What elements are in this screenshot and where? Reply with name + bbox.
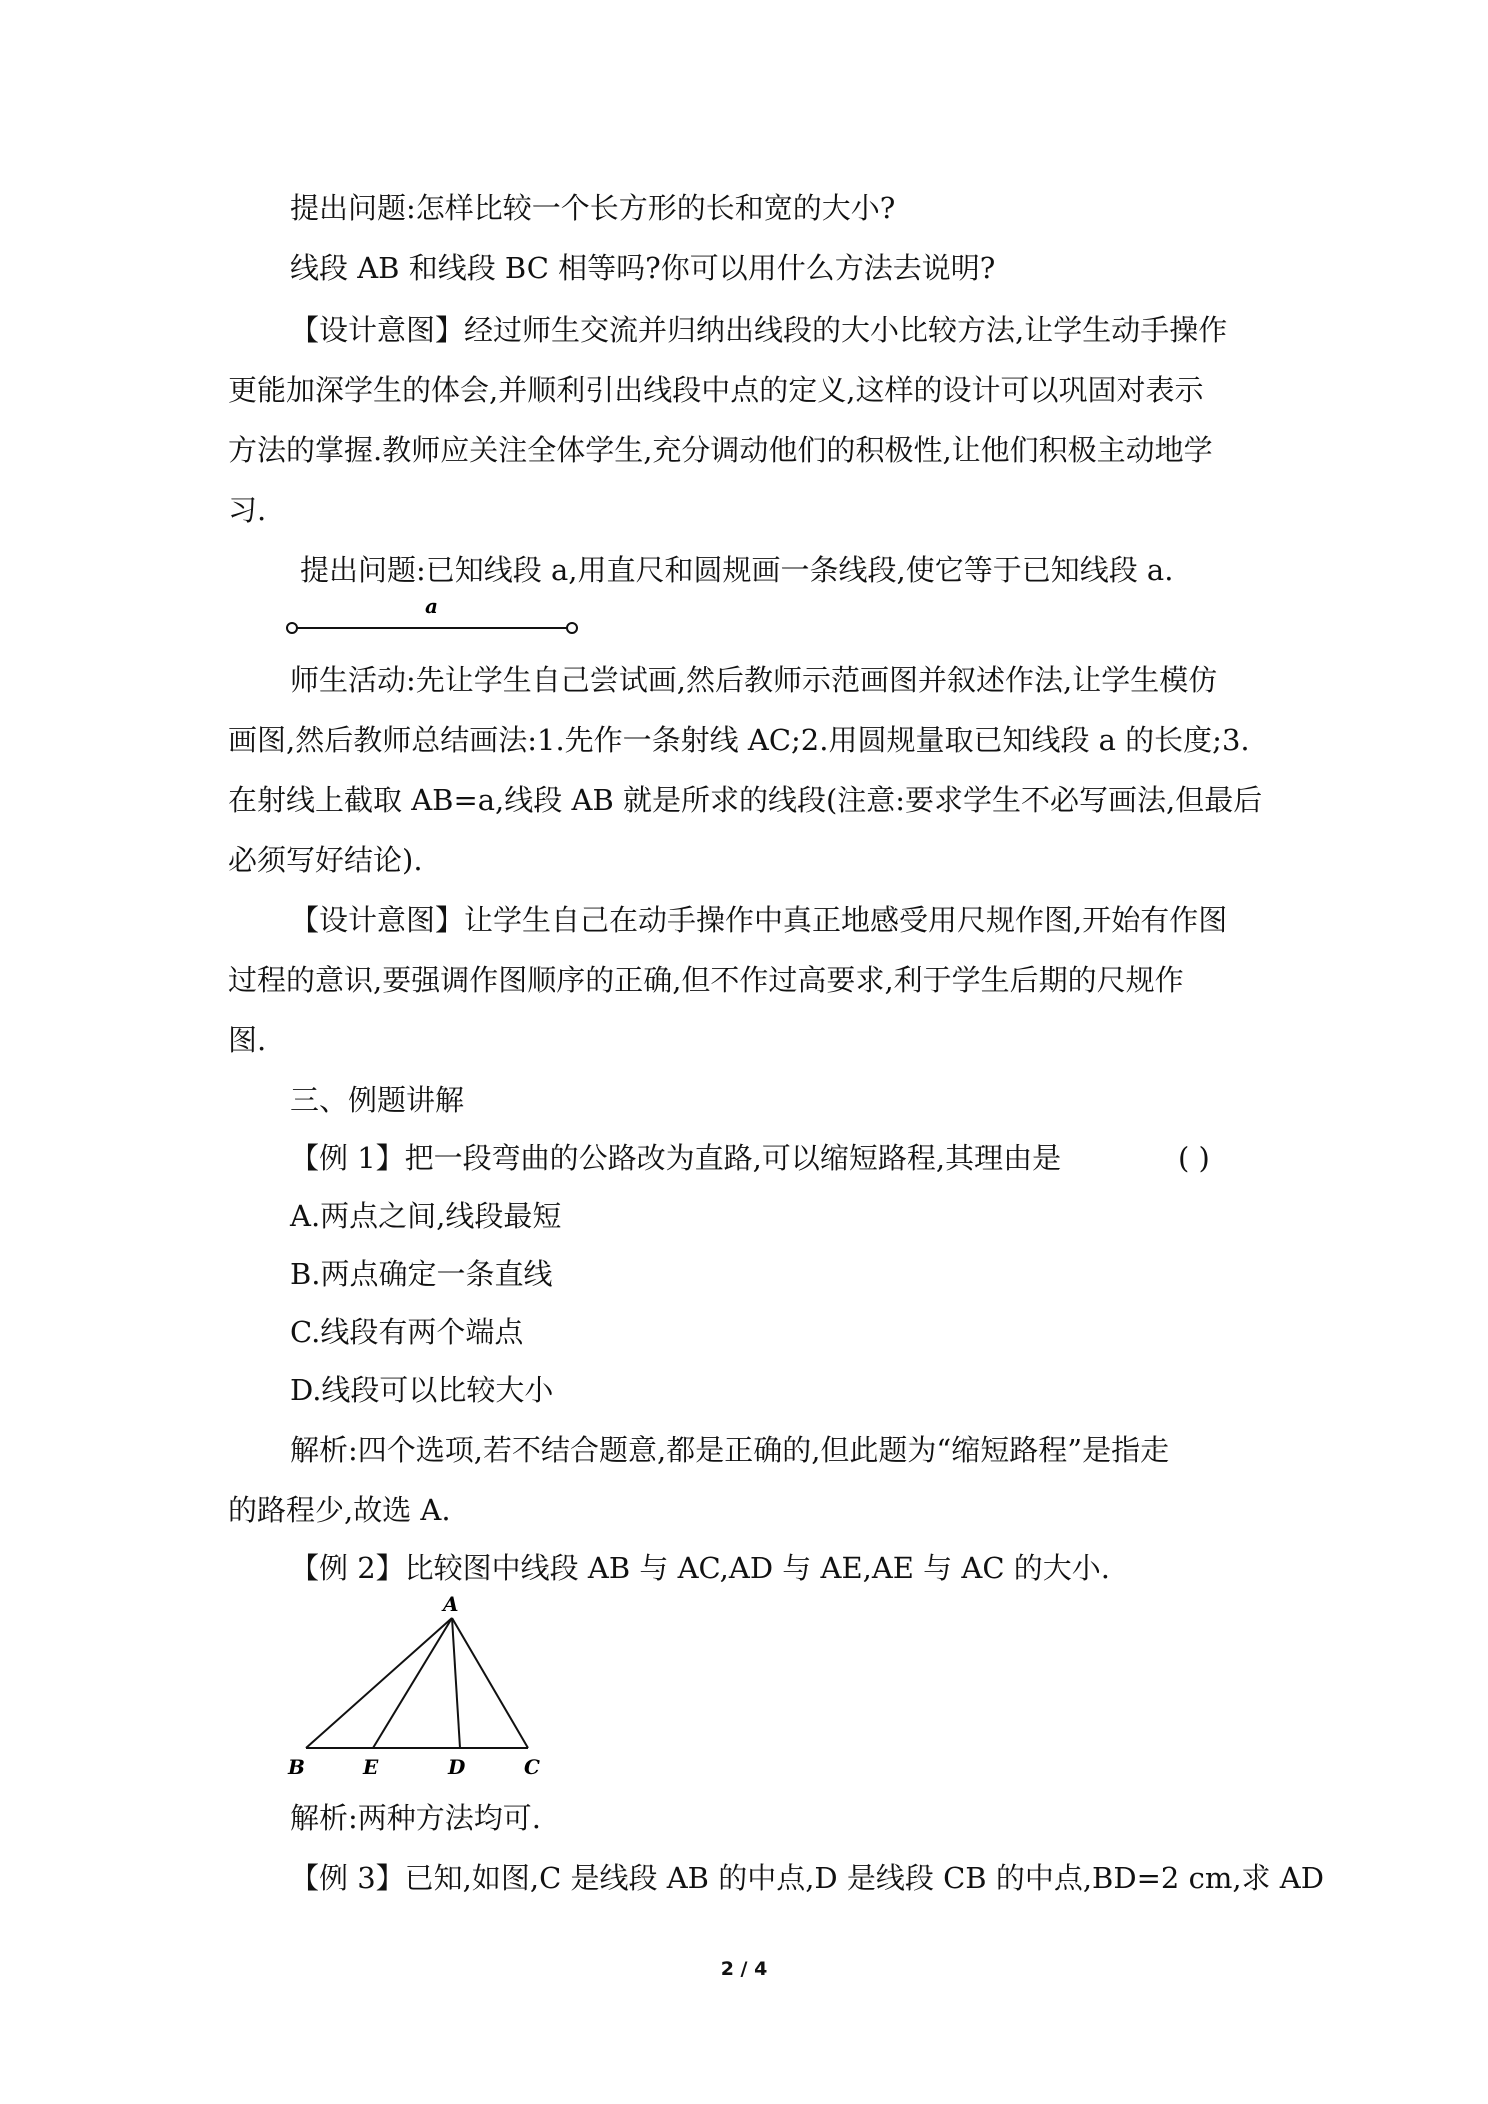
text-line: 【例 3】已知,如图,C 是线段 AB 的中点,D 是线段 CB 的中点,BD=2 cm,求 AD	[290, 1861, 1324, 1895]
text-line: 解析:两种方法均可.	[290, 1801, 541, 1835]
text-line: 方法的掌握.教师应关注全体学生,充分调动他们的积极性,让他们积极主动地学	[228, 433, 1213, 467]
text-line: 解析:四个选项,若不结合题意,都是正确的,但此题为“缩短路程”是指走	[290, 1433, 1170, 1467]
page-number: 2 / 4	[720, 1958, 768, 1980]
text-line: 【例 1】把一段弯曲的公路改为直路,可以缩短路程,其理由是	[290, 1141, 1062, 1175]
text-line: 【例 2】比较图中线段 AB 与 AC,AD 与 AE,AE 与 AC 的大小.	[290, 1551, 1110, 1585]
label-B: B	[288, 1755, 305, 1779]
option-c: C.线段有两个端点	[290, 1315, 524, 1349]
text-line: 师生活动:先让学生自己尝试画,然后教师示范画图并叙述作法,让学生模仿	[290, 663, 1218, 697]
option-d: D.线段可以比较大小	[290, 1373, 554, 1407]
text-line: 的路程少,故选 A.	[228, 1493, 451, 1527]
segment-a-figure	[285, 595, 585, 640]
text-line: 【设计意图】经过师生交流并归纳出线段的大小比较方法,让学生动手操作	[290, 313, 1228, 347]
label-D: D	[448, 1755, 466, 1779]
label-E: E	[363, 1755, 379, 1779]
label-a: a	[425, 595, 438, 618]
option-a: A.两点之间,线段最短	[290, 1199, 562, 1233]
text-line: 必须写好结论).	[228, 843, 423, 877]
text-line: 三、例题讲解	[290, 1083, 465, 1117]
text-line: 更能加深学生的体会,并顺利引出线段中点的定义,这样的设计可以巩固对表示	[228, 373, 1204, 407]
text-line: 画图,然后教师总结画法:1.先作一条射线 AC;2.用圆规量取已知线段 a 的长度;3.	[228, 723, 1250, 757]
label-C: C	[524, 1755, 540, 1779]
text-line: 提出问题:已知线段 a,用直尺和圆规画一条线段,使它等于已知线段 a.	[300, 553, 1174, 587]
answer-paren: ( )	[1178, 1141, 1210, 1175]
text-line: 线段 AB 和线段 BC 相等吗?你可以用什么方法去说明?	[290, 251, 996, 285]
text-line: 在射线上截取 AB=a,线段 AB 就是所求的线段(注意:要求学生不必写画法,但最后	[228, 783, 1263, 817]
text-line: 习.	[228, 493, 267, 527]
label-A: A	[443, 1592, 459, 1616]
text-line: 过程的意识,要强调作图顺序的正确,但不作过高要求,利于学生后期的尺规作	[228, 963, 1184, 997]
text-line: 提出问题:怎样比较一个长方形的长和宽的大小?	[290, 191, 896, 225]
option-b: B.两点确定一条直线	[290, 1257, 553, 1291]
text-line: 图.	[228, 1023, 267, 1057]
triangle-figure	[280, 1590, 560, 1780]
text-line: 【设计意图】让学生自己在动手操作中真正地感受用尺规作图,开始有作图	[290, 903, 1228, 937]
